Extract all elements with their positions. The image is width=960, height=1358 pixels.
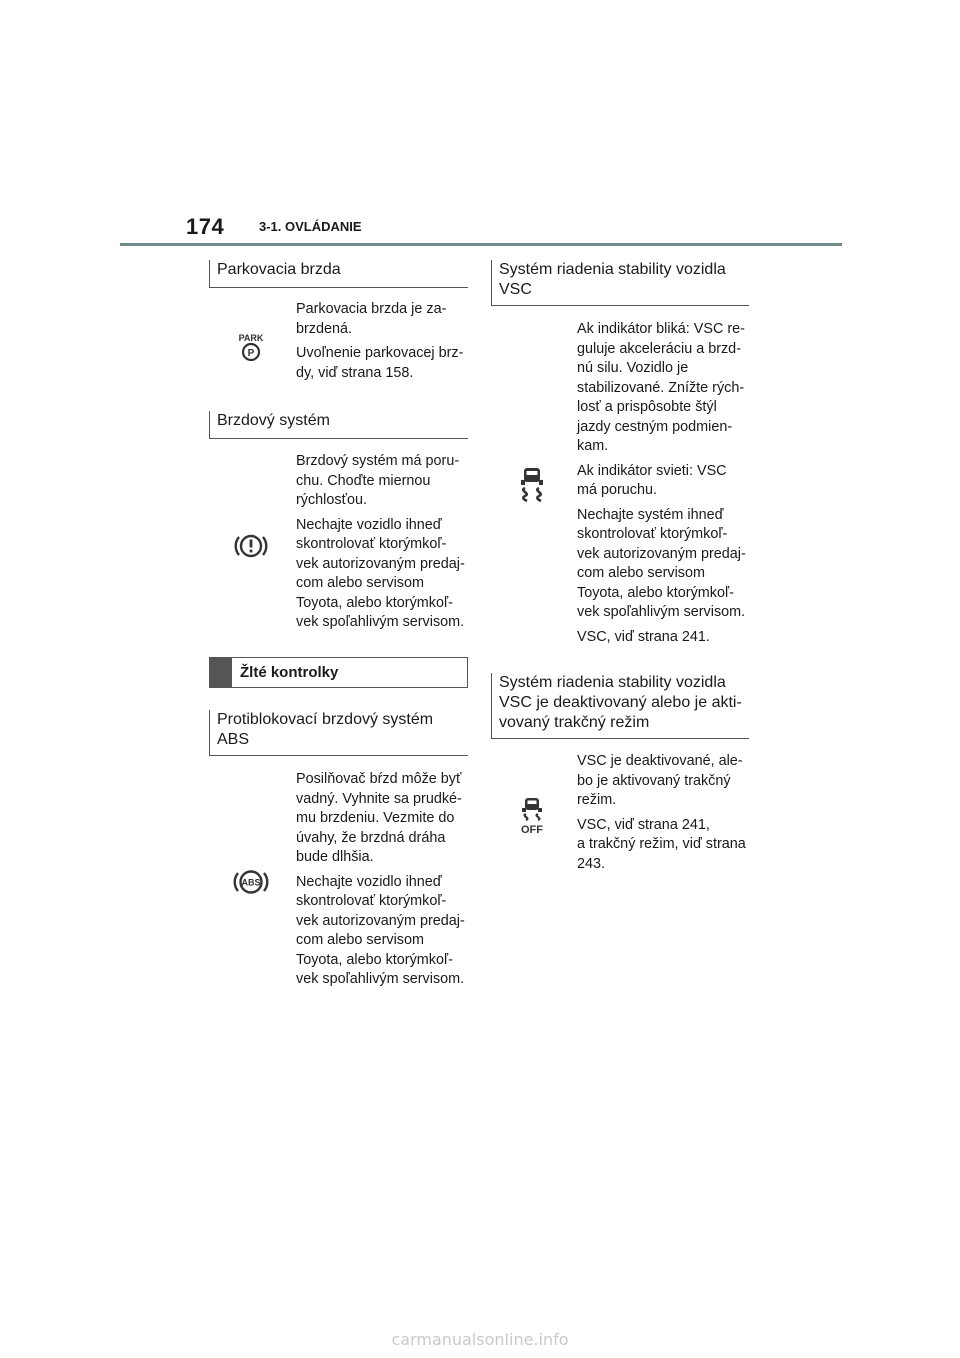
text-line: Ak indikátor svieti: VSC [577, 462, 727, 479]
text-line: Nechajte vozidlo ihneď [296, 873, 442, 890]
heading-text: Parkovacia brzda [217, 261, 341, 278]
section-heading-brake-system [209, 411, 468, 439]
text-line: režim. [577, 792, 617, 808]
heading-text: Brzdový systém [217, 412, 330, 429]
header-divider [120, 243, 842, 246]
yellow-indicators-heading [209, 657, 468, 688]
text-line: bude dlhšia. [296, 849, 374, 865]
brake-system-description [296, 452, 476, 638]
abs-icon-text: ABS [241, 877, 261, 888]
text-line: vek spoľahlivým servisom. [296, 971, 465, 987]
abs-description [296, 770, 476, 995]
text-line: Nechajte vozidlo ihneď [296, 516, 442, 533]
heading-text: Žlté kontrolky [240, 664, 339, 681]
text-line: chu. Choďte miernou [296, 472, 431, 489]
text-line: Ak indikátor bliká: VSC re- [577, 321, 745, 337]
section-title: 3-1. OVLÁDANIE [259, 219, 362, 234]
text-line: vek autorizovaným predaj- [296, 912, 465, 929]
text-line: brzdená. [296, 320, 353, 337]
vsc-off-icon-text: OFF [521, 824, 543, 835]
text-line: com alebo servisom [296, 932, 424, 948]
text-line: má poruchu. [577, 482, 657, 498]
text-line: Uvoľnenie parkovacej brz- [296, 345, 464, 361]
text-line: losť a prispôsobte štýl [577, 399, 717, 415]
heading-text: vovaný trakčný režim [499, 714, 650, 731]
text-line: VSC, viď strana 241, [577, 816, 710, 833]
text-line: vek spoľahlivým servisom. [577, 604, 746, 620]
text-line: dy, viď strana 158. [296, 364, 414, 381]
brake-warning-icon [234, 531, 268, 561]
text-line: Toyota, alebo ktorýmkoľ- [577, 584, 734, 601]
text-line: a trakčný režim, viď strana [577, 836, 746, 852]
text-line: Toyota, alebo ktorýmkoľ- [296, 594, 453, 611]
text-line: com alebo servisom [296, 575, 424, 591]
text-line: vek spoľahlivým servisom. [296, 614, 465, 630]
text-line: úvahy, že brzdná dráha [296, 829, 446, 846]
vsc-icon [515, 466, 549, 504]
section-heading-abs [209, 710, 468, 756]
page-number: 174 [186, 214, 225, 239]
text-line: mu brzdeniu. Vezmite do [296, 810, 455, 826]
parking-brake-description [296, 300, 476, 388]
section-heading-parking-brake [209, 260, 468, 288]
heading-text: Protiblokovací brzdový systém [217, 711, 434, 728]
text-line: Parkovacia brzda je za- [296, 301, 447, 317]
text-line: VSC, viď strana 241. [577, 628, 710, 645]
park-brake-icon [236, 331, 266, 361]
text-line: nú silu. Vozidlo je [577, 360, 689, 376]
text-line: bo je aktivovaný trakčný [577, 772, 731, 789]
text-line: 243. [577, 855, 606, 872]
watermark: carmanualsonline.info [391, 1330, 569, 1349]
heading-text: Systém riadenia stability vozidla [499, 674, 726, 691]
text-line: vek autorizovaným predaj- [577, 545, 746, 562]
text-line: Toyota, alebo ktorýmkoľ- [296, 951, 453, 968]
text-line: com alebo servisom [577, 565, 705, 581]
text-line: Brzdový systém má poru- [296, 453, 460, 469]
heading-text: VSC je deaktivovaný alebo je akti- [499, 694, 742, 711]
text-line: kam. [577, 438, 609, 454]
text-line: skontrolovať ktorýmkoľ- [577, 526, 728, 542]
text-line: VSC je deaktivované, ale- [577, 753, 743, 769]
text-line: Nechajte systém ihneď [577, 506, 724, 523]
text-line: stabilizované. Znížte rých- [577, 379, 745, 396]
vsc-description [577, 320, 757, 652]
text-line: Posilňovač bŕzd môže byť [296, 771, 462, 787]
heading-text: VSC [499, 281, 532, 298]
vsc-off-icon [517, 797, 547, 835]
text-line: jazdy cestným podmien- [577, 418, 733, 435]
section-heading-vsc-off [491, 673, 749, 739]
abs-icon [233, 867, 269, 897]
heading-marker [210, 658, 232, 687]
heading-text: ABS [217, 731, 250, 748]
text-line: skontrolovať ktorýmkoľ- [296, 536, 447, 552]
section-heading-vsc [491, 260, 749, 306]
svg-text:PARK: PARK [238, 333, 264, 343]
heading-text: Systém riadenia stability vozidla [499, 261, 726, 278]
text-line: guluje akceleráciu a brzd- [577, 340, 741, 357]
text-line: skontrolovať ktorýmkoľ- [296, 893, 447, 909]
text-line: vek autorizovaným predaj- [296, 555, 465, 572]
text-line: vadný. Vyhnite sa prudké- [296, 790, 462, 807]
vsc-off-description [577, 752, 757, 879]
svg-text:P: P [247, 348, 255, 359]
text-line: rýchlosťou. [296, 492, 367, 508]
